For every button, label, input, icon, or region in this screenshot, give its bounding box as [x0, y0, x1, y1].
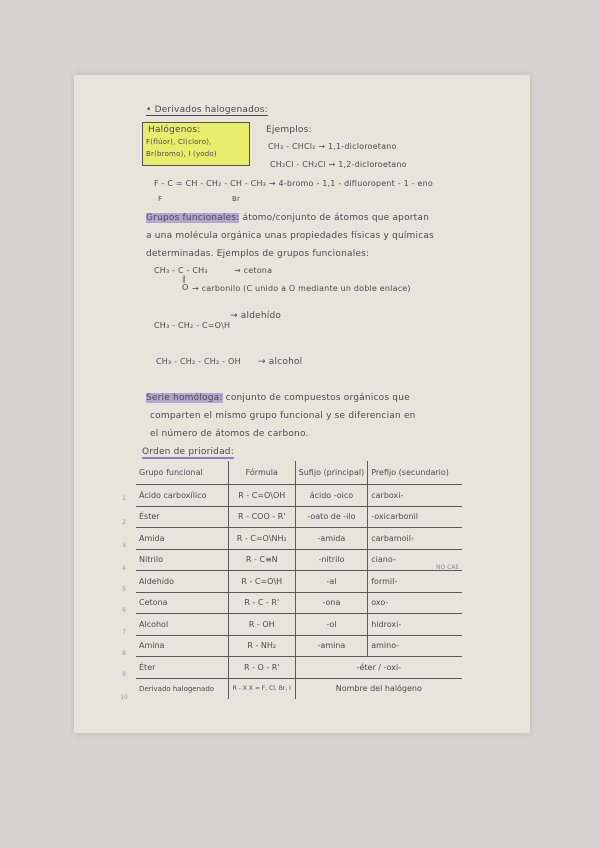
halogenos-heading: Halógenos:: [148, 125, 201, 135]
table-row: [136, 592, 462, 614]
serie-def2: comparten el mismo grupo funcional y se diferencian en: [150, 411, 416, 421]
table-row: [136, 549, 462, 571]
row-number: 10: [120, 694, 128, 701]
table-row: [136, 571, 462, 593]
cell-sufijo: -nitrilo: [295, 549, 368, 571]
row-number: 8: [122, 650, 126, 657]
alcohol-label: → alcohol: [258, 357, 303, 367]
cell-formula: R - OH: [228, 614, 295, 636]
cell-grupo: Aldehído: [136, 571, 228, 593]
cell-sufijo: ácido -oico: [295, 485, 368, 507]
cell-grupo: Alcohol: [136, 614, 228, 636]
cetona-oxygen: O: [182, 283, 189, 292]
aldehido-formula: CH₃ - CH₂ - C=O\H: [154, 321, 231, 330]
header-sufijo: Sufijo (principal): [295, 461, 368, 485]
cetona-formula: CH₃ - C - CH₃: [154, 266, 208, 275]
cell-prefijo: amino-: [368, 635, 462, 657]
table-row: [136, 506, 462, 528]
grupos-term: Grupos funcionales:: [146, 213, 240, 223]
cell-formula: R - C=O\OH: [228, 485, 295, 507]
header-prefijo: Prefijo (secundario): [368, 461, 462, 485]
serie-def1: conjunto de compuestos orgánicos que: [225, 393, 410, 403]
alcohol-formula: CH₃ - CH₂ - CH₂ - OH: [156, 357, 241, 366]
cell-grupo: Ácido carboxílico: [136, 485, 228, 507]
row-number: 2: [122, 519, 126, 526]
table-row: [136, 528, 462, 550]
cell-sufijo: -oato de -ilo: [295, 506, 368, 528]
cell-prefijo: ciano-: [368, 549, 462, 571]
halogenos-line2: Br(bromo), I (yodo): [146, 150, 217, 158]
row-number: 1: [122, 495, 126, 502]
cell-grupo: Éster: [136, 506, 228, 528]
serie-def3: el número de átomos de carbono.: [150, 429, 309, 439]
serie-term: Serie homóloga:: [146, 393, 223, 403]
cell-grupo: Amida: [136, 528, 228, 550]
halogenos-line1: F(flúor), Cl(cloro),: [146, 138, 212, 146]
cell-sufijo: -amida: [295, 528, 368, 550]
cetona-double-bond: ‖: [182, 275, 186, 283]
cell-sufijo: -al: [295, 571, 368, 593]
cell-sufijo: -éter / -oxi-: [295, 657, 462, 679]
section-title: • Derivados halogenados:: [146, 105, 268, 115]
table-row: [136, 485, 462, 507]
carbonilo-label: → carbonilo (C unido a O mediante un doble enlace): [192, 284, 411, 293]
cell-sufijo: Nombre del halógeno: [335, 684, 422, 694]
grupos-def2: a una molécula orgánica unas propiedades físicas y químicas: [146, 231, 434, 241]
table-row: [136, 635, 462, 657]
ejemplo-1: CH₃ - CHCl₂ → 1,1-dicloroetano: [268, 142, 397, 151]
cell-prefijo: carbamoil-: [368, 528, 462, 550]
ejemplo-2: CH₂Cl - CH₂Cl → 1,2-dicloroetano: [270, 160, 407, 169]
cell-prefijo: hidroxi-: [368, 614, 462, 636]
grupos-def1: átomo/conjunto de átomos que aportan: [242, 213, 430, 223]
row-number: 4: [122, 565, 126, 572]
cell-grupo: Amina: [136, 635, 228, 657]
cell-prefijo: oxo-: [368, 592, 462, 614]
cell-grupo: Derivado halogenado: [136, 678, 228, 699]
aldehido-label: → aldehído: [230, 311, 282, 321]
cell-grupo: Nitrilo: [136, 549, 228, 571]
table-row: [136, 614, 462, 636]
row-number: 6: [122, 607, 126, 614]
cell-grupo: Cetona: [136, 592, 228, 614]
row-number: 3: [122, 542, 126, 549]
cell-sufijo: -amina: [295, 635, 368, 657]
header-formula: Fórmula: [228, 461, 295, 485]
header-grupo: Grupo funcional: [136, 461, 228, 485]
row-number: 5: [122, 586, 126, 593]
table-row: [136, 678, 462, 699]
no-cae-note: NO CAE: [436, 564, 460, 571]
orden-heading: Orden de prioridad:: [142, 447, 234, 457]
cell-sufijo: -ol: [295, 614, 368, 636]
row-number: 9: [122, 671, 126, 678]
cell-formula: R - C=O\NH₂: [228, 528, 295, 550]
priority-table: [136, 461, 462, 699]
cetona-label: → cetona: [234, 266, 273, 275]
cell-formula: R - C=O\H: [228, 571, 295, 593]
cell-formula: R - X X = F, Cl, Br, I: [228, 678, 295, 699]
cell-grupo: Éter: [136, 657, 228, 679]
cell-formula: R - O - R': [228, 657, 295, 679]
table-header-row: [136, 461, 462, 485]
cell-prefijo: formil-: [368, 571, 462, 593]
notebook-page: [74, 75, 530, 733]
cell-prefijo: -oxicarbonil: [368, 506, 462, 528]
cell-formula: R - C≡N: [228, 549, 295, 571]
ejemplo-3-sub-br: Br: [232, 195, 241, 203]
grupos-def3: determinadas. Ejemplos de grupos funcionales:: [146, 249, 370, 259]
cell-sufijo: -ona: [295, 592, 368, 614]
row-number: 7: [122, 629, 126, 636]
table-row: [136, 657, 462, 679]
cell-formula: R - COO - R': [228, 506, 295, 528]
cell-formula: R - C - R': [228, 592, 295, 614]
ejemplos-label: Ejemplos:: [266, 125, 312, 135]
ejemplo-3-sub-f: F: [158, 195, 163, 203]
cell-prefijo: carboxi-: [368, 485, 462, 507]
ejemplo-3: F - C = CH - CH₂ - CH - CH₃ → 4-bromo - 1,1 - difluoropent - 1 - eno: [154, 179, 433, 188]
cell-formula: R - NH₂: [228, 635, 295, 657]
